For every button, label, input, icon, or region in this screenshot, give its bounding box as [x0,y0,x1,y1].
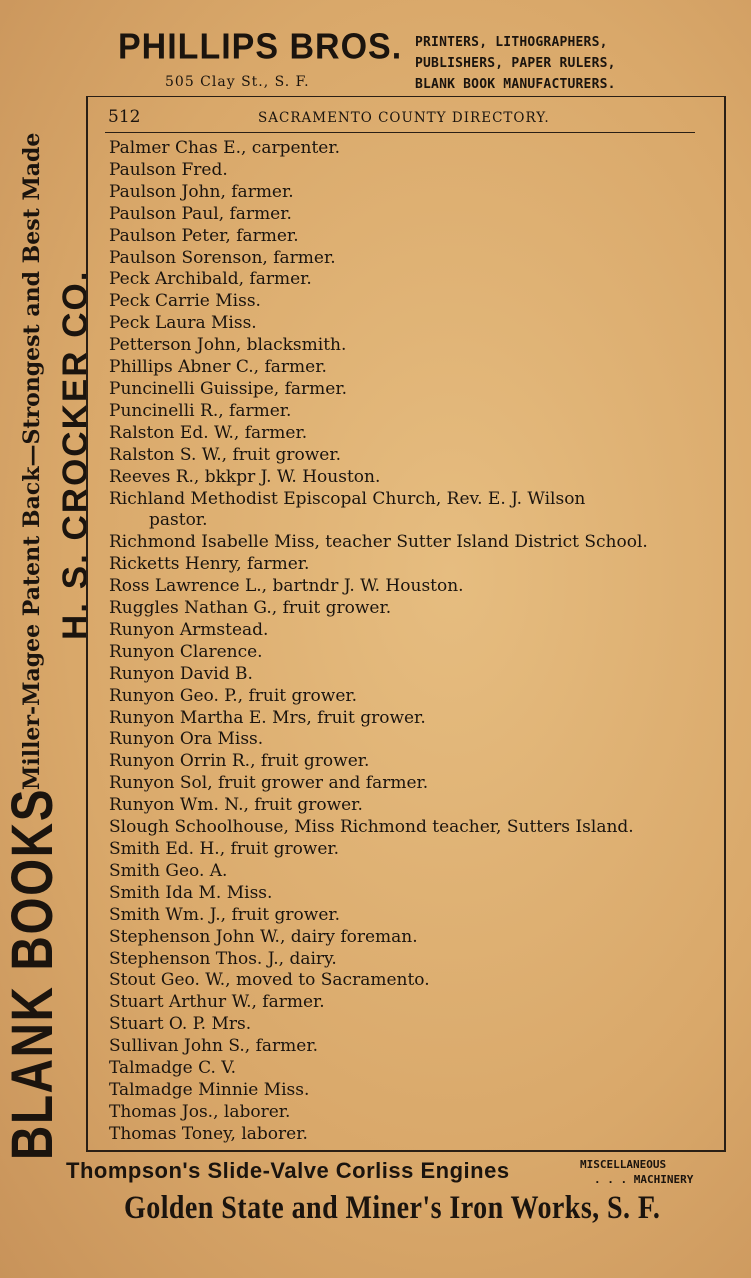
directory-entry: Stephenson Thos. J., dairy. [109,948,337,969]
directory-entry: Runyon Sol, fruit grower and farmer. [109,773,429,794]
machinery-line: MISCELLANEOUS [580,1158,667,1171]
iron-works-ad: Golden State and Miner's Iron Works, S. F. [124,1190,661,1226]
directory-entry: Smith Ida M. Miss. [109,882,273,903]
directory-entry: Runyon Armstead. [109,619,269,640]
directory-entry: Reeves R., bkkpr J. W. Houston. [109,466,381,487]
directory-entry: Ricketts Henry, farmer. [109,554,310,575]
directory-entry: Ralston Ed. W., farmer. [109,422,308,443]
directory-entry: Peck Carrie Miss. [109,291,261,312]
directory-entry: Runyon Ora Miss. [109,729,264,750]
directory-entry: Thomas Toney, laborer. [109,1123,308,1144]
directory-entry: Smith Geo. A. [109,860,228,881]
directory-entry: Stout Geo. W., moved to Sacramento. [109,970,430,991]
directory-entry: Paulson Peter, farmer. [109,225,299,246]
advertiser-name: PHILLIPS BROS. [118,27,403,67]
directory-entry-continuation: pastor. [149,510,208,531]
machinery-line: . . . MACHINERY [594,1173,694,1186]
directory-entry: Puncinelli Guissipe, farmer. [109,378,348,399]
directory-entry: Runyon Orrin R., fruit grower. [109,751,370,772]
directory-entry: Runyon Wm. N., fruit grower. [109,795,363,816]
directory-entry: Talmadge Minnie Miss. [109,1079,310,1100]
directory-list [109,138,709,1146]
page-number: 512 [108,107,141,127]
blank-books-ad: BLANK BOOKS [0,787,65,1160]
directory-entry: Thomas Jos., laborer. [109,1101,291,1122]
directory-entry: Stuart Arthur W., farmer. [109,992,325,1013]
advertiser-services [415,32,705,95]
directory-entry: Runyon David B. [109,663,253,684]
directory-entry: Ross Lawrence L., bartndr J. W. Houston. [109,576,464,597]
service-line: PRINTERS, LITHOGRAPHERS, [415,35,608,50]
directory-entry: Peck Archibald, farmer. [109,269,312,290]
directory-entry: Paulson John, farmer. [109,181,294,202]
directory-entry: Sullivan John S., farmer. [109,1036,318,1057]
header-rule [105,132,695,133]
running-title: SACRAMENTO COUNTY DIRECTORY. [258,110,550,126]
directory-entry: Runyon Clarence. [109,641,263,662]
directory-entry: Stuart O. P. Mrs. [109,1014,252,1035]
directory-entry: Paulson Sorenson, farmer. [109,247,336,268]
directory-entry: Smith Wm. J., fruit grower. [109,904,341,925]
directory-entry: Petterson John, blacksmith. [109,335,347,356]
crocker-ad: H. S. CROCKER CO. [56,269,95,640]
directory-entry: Palmer Chas E., carpenter. [109,138,341,158]
advertiser-address: 505 Clay St., S. F. [165,74,310,90]
directory-entry: Paulson Paul, farmer. [109,203,292,224]
directory-entry: Puncinelli R., farmer. [109,400,292,421]
engines-ad: Thompson's Slide-Valve Corliss Engines [66,1158,510,1183]
directory-entry: Runyon Martha E. Mrs, fruit grower. [109,707,426,728]
directory-entry: Paulson Fred. [109,159,228,180]
directory-entry: Ralston S. W., fruit grower. [109,444,342,465]
directory-entry: Richmond Isabelle Miss, teacher Sutter Island District School. [109,532,648,553]
directory-entry: Runyon Geo. P., fruit grower. [109,685,358,706]
directory-entry: Phillips Abner C., farmer. [109,357,327,378]
patent-back-ad: Miller-Magee Patent Back—Strongest and Best Made [19,132,45,790]
service-line: BLANK BOOK MANUFACTURERS. [415,77,616,92]
directory-entry: Slough Schoolhouse, Miss Richmond teacher, Sutters Island. [109,817,634,838]
directory-entry: Talmadge C. V. [109,1058,236,1079]
directory-entry: Peck Laura Miss. [109,313,257,334]
service-line: PUBLISHERS, PAPER RULERS, [415,56,616,71]
directory-entry: Stephenson John W., dairy foreman. [109,926,418,947]
directory-entry: Richland Methodist Episcopal Church, Rev. E. J. Wilson [109,488,586,509]
machinery-ad [580,1157,740,1187]
directory-entry: Smith Ed. H., fruit grower. [109,839,340,859]
directory-entry: Ruggles Nathan G., fruit grower. [109,598,392,619]
